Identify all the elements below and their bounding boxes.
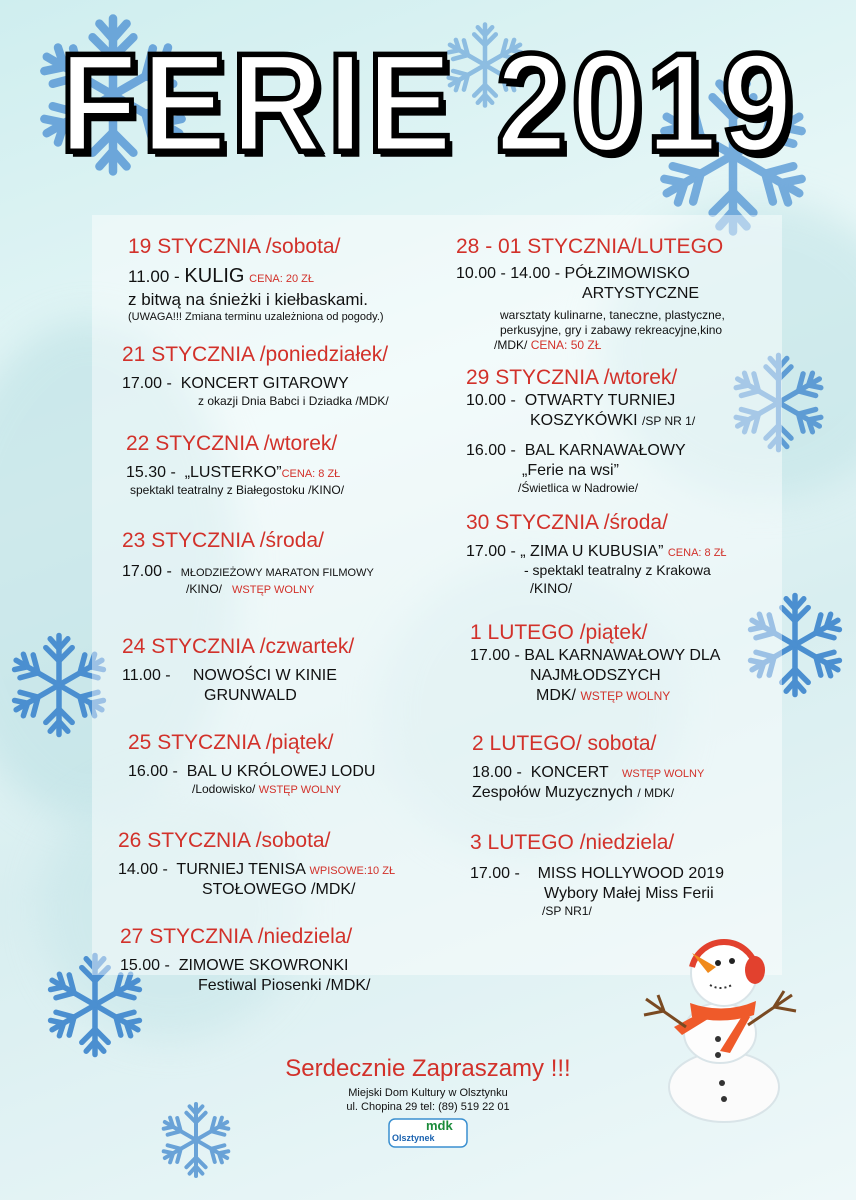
event-time: 11.00 -: [128, 267, 180, 287]
event-date: 29 STYCZNIA /wtorek/: [466, 366, 678, 389]
event-title: MŁODZIEŻOWY MARATON FILMOWY: [180, 567, 374, 580]
event-title: NOWOŚCI W KINIE: [192, 667, 337, 685]
event-description: z bitwą na śnieżki i kiełbaskami.: [128, 290, 368, 310]
event-date: 26 STYCZNIA /sobota/: [118, 829, 331, 852]
event-title-cont: KOSZYKÓWKI: [530, 412, 638, 430]
event-venue: /KINO/: [186, 582, 223, 597]
organizer-name: Miejski Dom Kultury w Olsztynku: [348, 1087, 508, 1099]
event-title: KULIG: [184, 265, 245, 288]
event-venue: /Lodowisko/: [192, 782, 256, 797]
event-price: WSTĘP WOLNY: [580, 689, 671, 704]
event-date: 25 STYCZNIA /piątek/: [128, 731, 334, 754]
event-title: KONCERT: [530, 764, 609, 782]
event-date: 30 STYCZNIA /środa/: [466, 511, 668, 534]
event-title: TURNIEJ TENISA: [176, 861, 306, 879]
event-date: 3 LUTEGO /niedziela/: [470, 831, 675, 854]
event-venue: /Świetlica w Nadrowie/: [518, 481, 639, 496]
event-description: Zespołów Muzycznych: [472, 784, 633, 802]
event-title: PÓŁZIMOWISKO: [564, 265, 690, 283]
event-jan-28: [456, 234, 725, 353]
event-date: 28 - 01 STYCZNIA/LUTEGO: [456, 235, 724, 258]
event-jan-27: [120, 924, 371, 996]
event-time: 10.00 - 14.00 -: [456, 265, 561, 283]
event-time: 17.00 -: [122, 375, 172, 393]
event-price: WPISOWE:10 ZŁ: [309, 865, 396, 878]
event-date: 1 LUTEGO /piątek/: [470, 621, 648, 644]
event-jan-30: [466, 510, 727, 597]
invitation-text: Serdecznie Zapraszamy !!!: [285, 1055, 571, 1082]
event-venue: / MDK/: [637, 786, 675, 801]
event-time: 15.00 -: [120, 957, 170, 975]
event-title: BAL U KRÓLOWEJ LODU: [186, 763, 376, 781]
logo-main: mdk: [426, 1118, 453, 1133]
event-title: BAL KARNAWAŁOWY DLA: [524, 647, 721, 665]
event-time: 11.00 -: [122, 667, 171, 685]
event-title: MISS HOLLYWOOD 2019: [537, 865, 725, 883]
event-time: 16.00 -: [128, 763, 178, 781]
event-jan-24: [122, 634, 354, 706]
event-date: 2 LUTEGO/ sobota/: [472, 732, 657, 755]
event-time: 14.00 -: [118, 861, 168, 879]
event-date: 19 STYCZNIA /sobota/: [128, 235, 341, 258]
event-description: „Ferie na wsi”: [522, 462, 619, 480]
event-jan-23: [122, 528, 374, 598]
event-feb-2: [472, 731, 704, 803]
event-date: 23 STYCZNIA /środa/: [122, 529, 324, 552]
event-venue: MDK/: [536, 687, 576, 705]
event-title-cont: NAJMŁODSZYCH: [530, 667, 661, 685]
event-description: STOŁOWEGO /MDK/: [202, 881, 356, 899]
event-time: 15.30 -: [126, 464, 176, 482]
event-price: CENA: 8 ZŁ: [281, 468, 341, 481]
event-price: WSTĘP WOLNY: [232, 584, 315, 597]
event-date: 22 STYCZNIA /wtorek/: [126, 432, 338, 455]
event-note: (UWAGA!!! Zmiana terminu uzależniona od pogody.): [128, 310, 384, 323]
event-price: CENA: 20 ZŁ: [249, 273, 314, 286]
event-price: CENA: 8 ZŁ: [667, 547, 727, 560]
event-price: WSTĘP WOLNY: [258, 784, 342, 797]
event-date: 24 STYCZNIA /czwartek/: [122, 635, 355, 658]
event-time: 17.00 -: [122, 563, 172, 581]
event-jan-26: [118, 828, 395, 900]
event-title-cont: ARTYSTYCZNE: [582, 285, 700, 303]
organizer-address: ul. Chopina 29 tel: (89) 519 22 01: [346, 1101, 510, 1113]
event-jan-22: [126, 431, 344, 498]
event-description: z okazji Dnia Babci i Dziadka /MDK/: [198, 394, 389, 409]
event-description: GRUNWALD: [204, 687, 297, 705]
event-jan-21: [122, 342, 389, 409]
event-description: perkusyjne, gry i zabawy rekreacyjne,kino: [500, 323, 723, 338]
event-description: - spektakl teatralny z Krakowa: [524, 562, 711, 579]
poster-title: FERIE 2019: [59, 24, 797, 183]
event-description: Wybory Małej Miss Ferii: [544, 885, 714, 903]
event-description: Festiwal Piosenki /MDK/: [198, 977, 371, 995]
event-venue: /KINO/: [530, 579, 573, 596]
event-venue: /SP NR 1/: [642, 414, 696, 429]
event-date: 21 STYCZNIA /poniedziałek/: [122, 343, 389, 366]
event-time: 17.00 -: [466, 543, 516, 561]
event-time: 18.00 -: [472, 764, 522, 782]
event-time: 16.00 -: [466, 442, 516, 460]
event-price: WSTĘP WOLNY: [621, 768, 705, 781]
event-date: 27 STYCZNIA /niedziela/: [120, 925, 353, 948]
event-venue: /MDK/: [494, 338, 528, 353]
event-feb-3: [470, 830, 724, 919]
event-title: „LUSTERKO”: [184, 464, 282, 482]
event-title: ZIMOWE SKOWRONKI: [178, 957, 349, 975]
event-description: spektakl teatralny z Białegostoku /KINO/: [130, 483, 345, 498]
event-jan-25: [128, 730, 375, 798]
event-venue: /SP NR1/: [542, 904, 592, 919]
logo-sub: Olsztynek: [392, 1133, 435, 1143]
event-feb-1: [470, 620, 720, 706]
event-title: KONCERT GITAROWY: [180, 375, 349, 393]
mdk-logo: [388, 1118, 468, 1148]
event-time: 10.00 -: [466, 392, 516, 410]
event-title: „ ZIMA U KUBUSIA”: [520, 543, 664, 561]
event-price: CENA: 50 ZŁ: [530, 338, 602, 353]
event-title: OTWARTY TURNIEJ: [524, 392, 676, 410]
event-time: 17.00 -: [470, 647, 520, 665]
event-jan-19: [128, 234, 384, 324]
event-jan-29: [466, 365, 695, 496]
event-time: 17.00 -: [470, 865, 520, 883]
event-title: BAL KARNAWAŁOWY: [524, 442, 686, 460]
event-description: warsztaty kulinarne, taneczne, plastyczne,: [500, 308, 725, 323]
